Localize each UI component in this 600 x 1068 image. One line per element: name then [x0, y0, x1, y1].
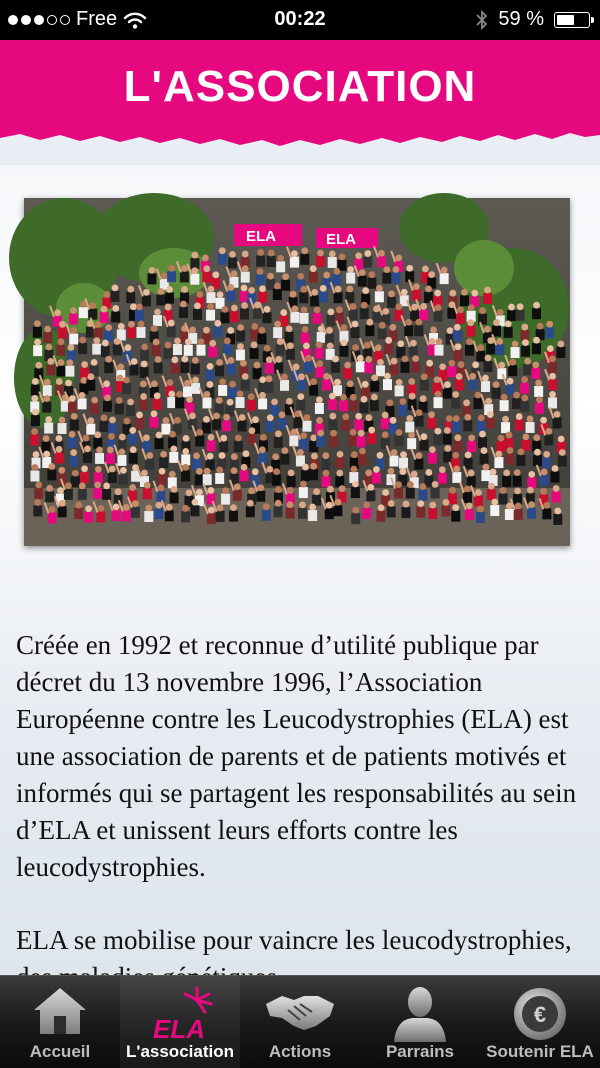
clock: 00:22: [274, 8, 326, 30]
tab-label: Accueil: [29, 1042, 91, 1061]
intro-paragraph: Créée en 1992 et reconnue d’utilité publique par décret du 13 novembre 1996, l’Association Européenne contre les Leucodystrophies (ELA) est une association de parents et de patients motivés et informés qui se partagent les responsabilités au sein d’ELA et unissent leurs efforts contre les leucodystrophies.: [16, 630, 577, 882]
svg-text:ELA: ELA: [326, 231, 356, 248]
tab-label: Actions: [268, 1042, 332, 1061]
euro-coin-icon: [512, 986, 568, 1042]
tab-label: Parrains: [385, 1042, 455, 1061]
group-photo: [24, 198, 570, 546]
handshake-icon: [264, 986, 336, 1036]
status-bar: [0, 0, 600, 40]
tab-accueil[interactable]: [0, 976, 120, 1068]
svg-text:ELA: ELA: [153, 1014, 205, 1044]
tab-label: Soutenir ELA: [486, 1042, 594, 1061]
tab-bar: [0, 975, 600, 1068]
photo-banner: [316, 228, 378, 248]
tab-label: L'association: [126, 1042, 234, 1061]
carrier-name: Free: [76, 8, 118, 30]
page-title: L'ASSOCIATION: [123, 62, 477, 111]
tab-soutenir[interactable]: [480, 976, 600, 1068]
mission-paragraph: ELA se mobilise pour vaincre les leucodystrophies,: [16, 925, 572, 955]
tab-actions[interactable]: [240, 976, 360, 1068]
battery-percent: 59 %: [498, 8, 544, 30]
battery-icon: [554, 12, 590, 28]
tab-association[interactable]: [120, 976, 240, 1068]
svg-text:ELA: ELA: [246, 228, 276, 245]
photo-banner: [234, 224, 302, 246]
svg-text:€: €: [533, 1002, 547, 1027]
page-header: [0, 40, 600, 165]
person-icon: [390, 986, 450, 1042]
content-area[interactable]: [0, 165, 600, 975]
bluetooth-icon: [476, 10, 488, 30]
ela-logo-icon: [145, 986, 215, 1042]
tab-parrains[interactable]: [360, 976, 480, 1068]
home-icon: [32, 986, 88, 1036]
